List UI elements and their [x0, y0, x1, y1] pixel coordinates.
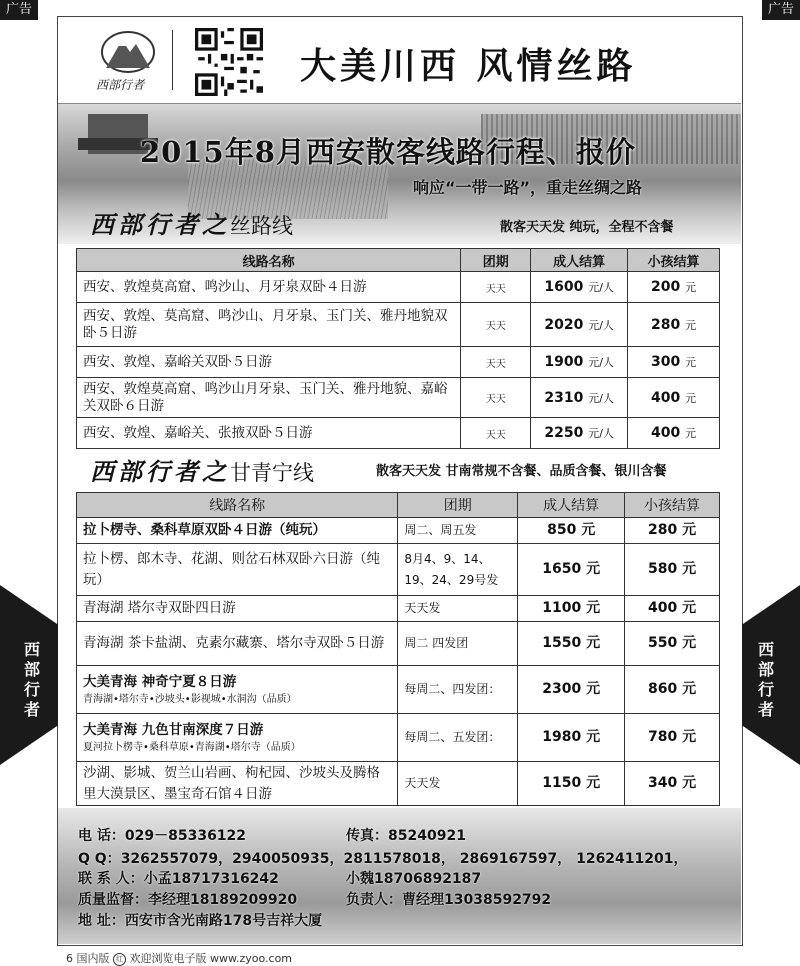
section-name: 丝路线 [230, 214, 293, 238]
adult-price: 1150 元 [518, 762, 625, 806]
route-freq: 天天 [461, 347, 531, 378]
slogan: 大美川西 风情丝路 [300, 45, 637, 87]
header-child: 小孩结算 [628, 249, 720, 272]
child-price: 280 元 [625, 518, 720, 544]
route-freq: 周二 四发团 [398, 622, 518, 666]
contact-person-1: 小孟18717316242 [143, 871, 279, 887]
route-freq: 每周二、五发团： [398, 714, 518, 762]
route-name: 西安、敦煌、嘉峪关、张掖双卧５日游 [77, 418, 461, 449]
ad-tag-left: 广告 [0, 0, 38, 20]
header-route: 线路名称 [77, 493, 398, 518]
route-name: 青海湖 茶卡盐湖、克素尔藏寨、塔尔寺双卧５日游 [77, 622, 398, 666]
route-freq: 每周二、四发团： [398, 666, 518, 714]
section-note: 散客天天发 甘南常规不含餐、品质含餐、银川含餐 [376, 464, 667, 479]
child-price: 400 元 [628, 378, 720, 418]
route-name: 大美青海 神奇宁夏８日游 青海湖•塔尔寺•沙坡头•影视城•水洞沟（品质） [77, 666, 398, 714]
qr-code-icon[interactable] [195, 28, 263, 96]
header-freq: 团期 [398, 493, 518, 518]
child-price: 200 元 [628, 272, 720, 303]
side-label-left: 西部行者 [23, 640, 40, 719]
ad-tag-right: 广告 [762, 0, 800, 20]
manager-value: 曹经理13038592792 [402, 892, 552, 908]
table-header-row [77, 249, 720, 272]
table-row [77, 347, 720, 378]
table-row [77, 544, 720, 596]
adult-price: 2250 元/人 [531, 418, 628, 449]
header-route: 线路名称 [77, 249, 461, 272]
child-price: 580 元 [625, 544, 720, 596]
child-price: 340 元 [625, 762, 720, 806]
child-price: 780 元 [625, 714, 720, 762]
child-price: 400 元 [625, 596, 720, 622]
section-note: 散客天天发 纯玩，全程不含餐 [500, 220, 674, 235]
route-freq: 天天 [461, 272, 531, 303]
route-name: 西安、敦煌、莫高窟、鸣沙山、月牙泉、玉门关、雅丹地貌双卧５日游 [77, 303, 461, 347]
route-name: 沙湖、影城、贺兰山岩画、枸杞园、沙坡头及腾格里大漠景区、墨宝奇石馆４日游 [77, 762, 398, 806]
table-row [77, 303, 720, 347]
route-freq: 周二、周五发 [398, 518, 518, 544]
table-row [77, 666, 720, 714]
table-row [77, 596, 720, 622]
section-brand: 西部行者之 [90, 457, 230, 486]
route-name: 大美青海 九色甘南深度７日游 夏河拉卜楞寺•桑科草原•青海湖•塔尔寺（品质） [77, 714, 398, 762]
table-row [77, 622, 720, 666]
table-row [77, 272, 720, 303]
adult-price: 2020 元/人 [531, 303, 628, 347]
route-freq: 天天发 [398, 596, 518, 622]
mountain-logo-icon [100, 28, 156, 74]
child-price: 550 元 [625, 622, 720, 666]
footer-link[interactable]: 欢迎浏览电子版 www.zyoo.com [129, 952, 293, 965]
contact-qq-row: Q Q：3262557079，2940050935，2811578018， 2869167597， 1262411201， [78, 851, 688, 867]
table-row [77, 762, 720, 806]
table-row [77, 714, 720, 762]
adult-price: 1650 元 [518, 544, 625, 596]
page-number: 6 [66, 952, 73, 965]
contact-person-row: 联 系 人：小孟18717316242 小魏18706892187 [78, 868, 279, 888]
contact-address-row: 地 址：西安市含光南路178号吉祥大厦 [78, 913, 323, 929]
adult-price: 850 元 [518, 518, 625, 544]
banner-subtitle: 响应“一带一路”，重走丝绸之路 [413, 178, 643, 197]
header-adult: 成人结算 [531, 249, 628, 272]
adult-price: 1900 元/人 [531, 347, 628, 378]
edition-label: 国内版 [76, 952, 110, 965]
child-price: 300 元 [628, 347, 720, 378]
table-row [77, 378, 720, 418]
section-brand: 西部行者之 [90, 210, 230, 239]
qq-value: 3262557079，2940050935，2811578018， 2869167597， 1262411201， [120, 851, 688, 867]
address-value: 西安市含光南路178号吉祥大厦 [124, 913, 323, 929]
route-freq: 天天 [461, 378, 531, 418]
gqn-price-table [76, 492, 720, 806]
badge-icon: 红 [113, 953, 126, 966]
side-label-right: 西部行者 [757, 640, 774, 719]
header-adult: 成人结算 [518, 493, 625, 518]
fax-value: 85240921 [388, 828, 466, 844]
route-name: 西安、敦煌莫高窟、鸣沙山、月牙泉双卧４日游 [77, 272, 461, 303]
contact-tel-row: 电 话：029－85336122 传真：85240921 [78, 828, 466, 844]
adult-price: 1600 元/人 [531, 272, 628, 303]
route-name: 西安、敦煌、嘉峪关双卧５日游 [77, 347, 461, 378]
adult-price: 1980 元 [518, 714, 625, 762]
route-name: 青海湖 塔尔寺双卧四日游 [77, 596, 398, 622]
table-row [77, 518, 720, 544]
child-price: 400 元 [628, 418, 720, 449]
footer [66, 950, 292, 966]
quality-supervisor: 李经理18189209920 [148, 892, 298, 908]
tel-value[interactable]: 029－85336122 [124, 828, 247, 844]
header-freq: 团期 [461, 249, 531, 272]
route-freq: 天天发 [398, 762, 518, 806]
adult-price: 1100 元 [518, 596, 625, 622]
table-header-row [77, 493, 720, 518]
table-row [77, 418, 720, 449]
contact-quality-row: 质量监督：李经理18189209920 负责人：曹经理13038592792 [78, 892, 552, 908]
child-price: 280 元 [628, 303, 720, 347]
section-title-gansu-qinghai-ningxia [90, 452, 314, 487]
main-title: 2015年8月西安散客线路行程、报价 [140, 135, 636, 169]
silk-road-price-table [76, 248, 720, 449]
route-name: 拉卜楞寺、桑科草原双卧４日游（纯玩） [77, 518, 398, 544]
header-child: 小孩结算 [625, 493, 720, 518]
route-name: 西安、敦煌莫高窟、鸣沙山月牙泉、玉门关、雅丹地貌、嘉峪关双卧６日游 [77, 378, 461, 418]
section-title-silk-road [90, 205, 293, 240]
route-freq: 天天 [461, 418, 531, 449]
adult-price: 1550 元 [518, 622, 625, 666]
section-name: 甘青宁线 [230, 461, 314, 485]
child-price: 860 元 [625, 666, 720, 714]
route-name: 拉卜楞、郎木寺、花湖、则岔石林双卧六日游（纯玩） [77, 544, 398, 596]
contact-person-2: 小魏18706892187 [346, 871, 482, 887]
route-freq: 天天 [461, 303, 531, 347]
logo-divider [172, 30, 173, 90]
adult-price: 2310 元/人 [531, 378, 628, 418]
logo-text: 西部行者 [96, 78, 145, 92]
adult-price: 2300 元 [518, 666, 625, 714]
route-freq: 8月4、9、14、19、24、29号发 [398, 544, 518, 596]
